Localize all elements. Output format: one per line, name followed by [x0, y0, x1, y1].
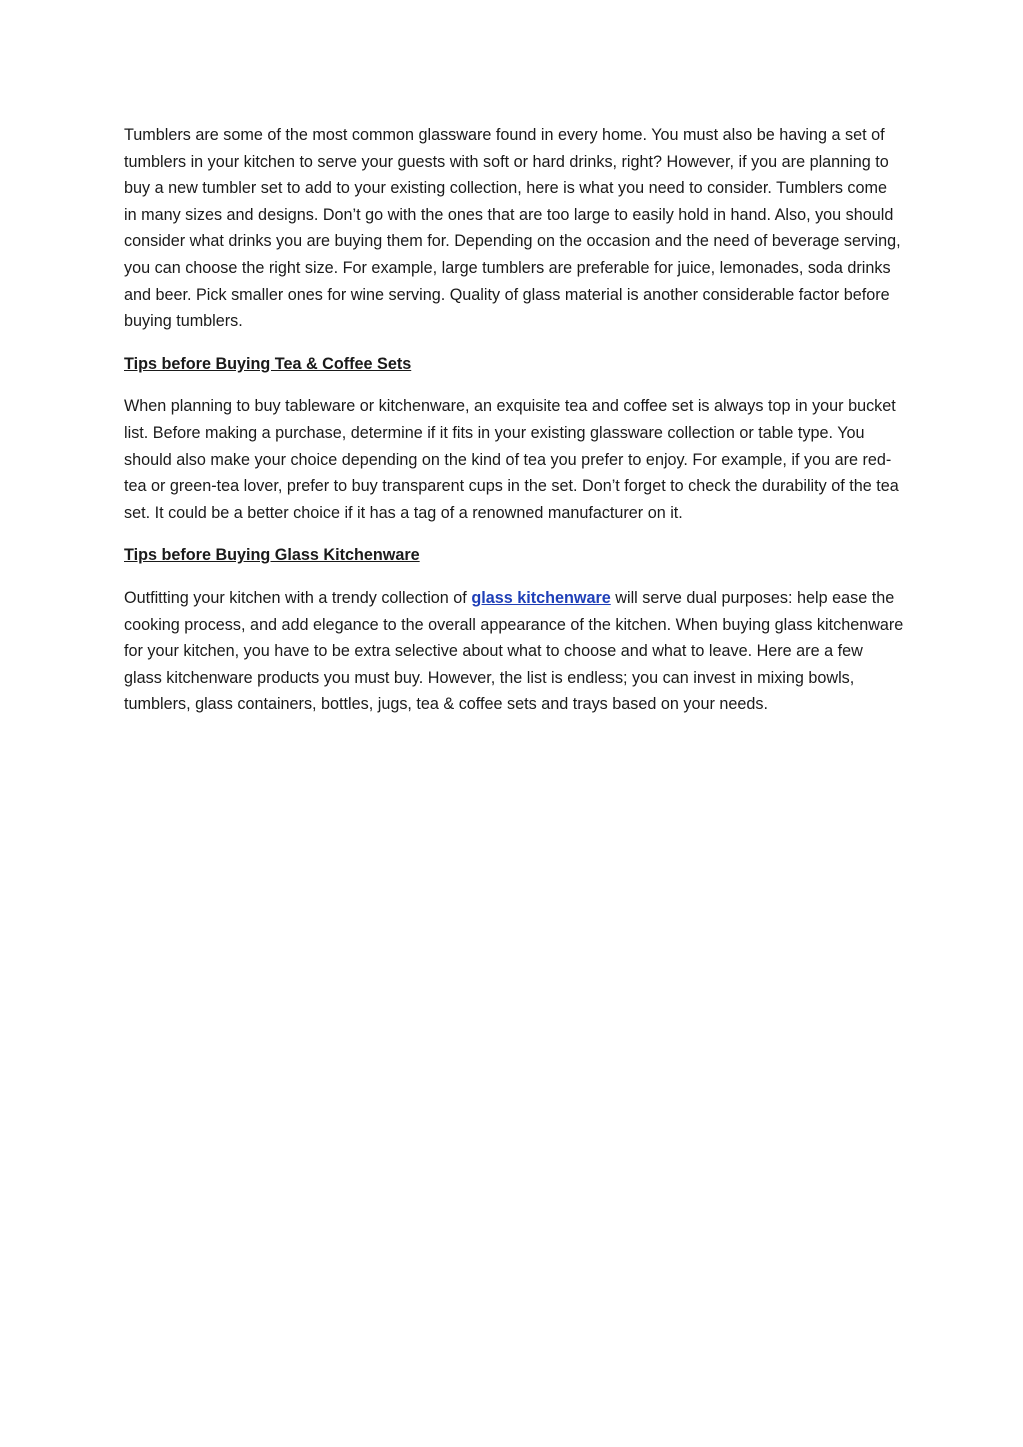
glass-kitchenware-paragraph: [124, 585, 904, 718]
paragraph-text-after-link: will serve dual purposes: help ease the cooking process, and add elegance to the overall appearance of the kitchen. When buying glass kitchenware for your kitchen, you have to be extra selective about what to choose and what to leave. Here are a few glass kitchenware products you must buy. However, the list is endless; you can invest in mixing bowls, tumblers, glass containers, bottles, jugs, tea & coffee sets and trays based on your needs.: [124, 588, 904, 714]
document-page: [124, 122, 904, 734]
glass-kitchenware-heading: Tips before Buying Glass Kitchenware: [124, 546, 420, 565]
glass-kitchenware-link[interactable]: glass kitchenware: [471, 588, 611, 607]
intro-paragraph: Tumblers are some of the most common glassware found in every home. You must also be having a set of tumblers in your kitchen to serve your guests with soft or hard drinks, right? However, if you are planning to buy a new tumbler set to add to your existing collection, here is what you need to consider. Tumblers come in many sizes and designs. Don’t go with the ones that are too large to easily hold in hand. Also, you should consider what drinks you are buying them for. Depending on the occasion and the need of beverage serving, you can choose the right size. For example, large tumblers are preferable for juice, lemonades, soda drinks and beer. Pick smaller ones for wine serving. Quality of glass material is another considerable factor before buying tumblers.: [124, 126, 901, 331]
tea-coffee-heading: Tips before Buying Tea & Coffee Sets: [124, 354, 412, 373]
tea-coffee-paragraph: When planning to buy tableware or kitchenware, an exquisite tea and coffee set is always top in your bucket list. Before making a purchase, determine if it fits in your existing glassware collection or table type. You should also make your choice depending on the kind of tea you prefer to enjoy. For example, if you are red-tea or green-tea lover, prefer to buy transparent cups in the set. Don’t forget to check the durability of the tea set. It could be a better choice if it has a tag of a renowned manufacturer on it.: [124, 397, 899, 522]
paragraph-text-before-link: Outfitting your kitchen with a trendy collection of: [124, 588, 472, 607]
